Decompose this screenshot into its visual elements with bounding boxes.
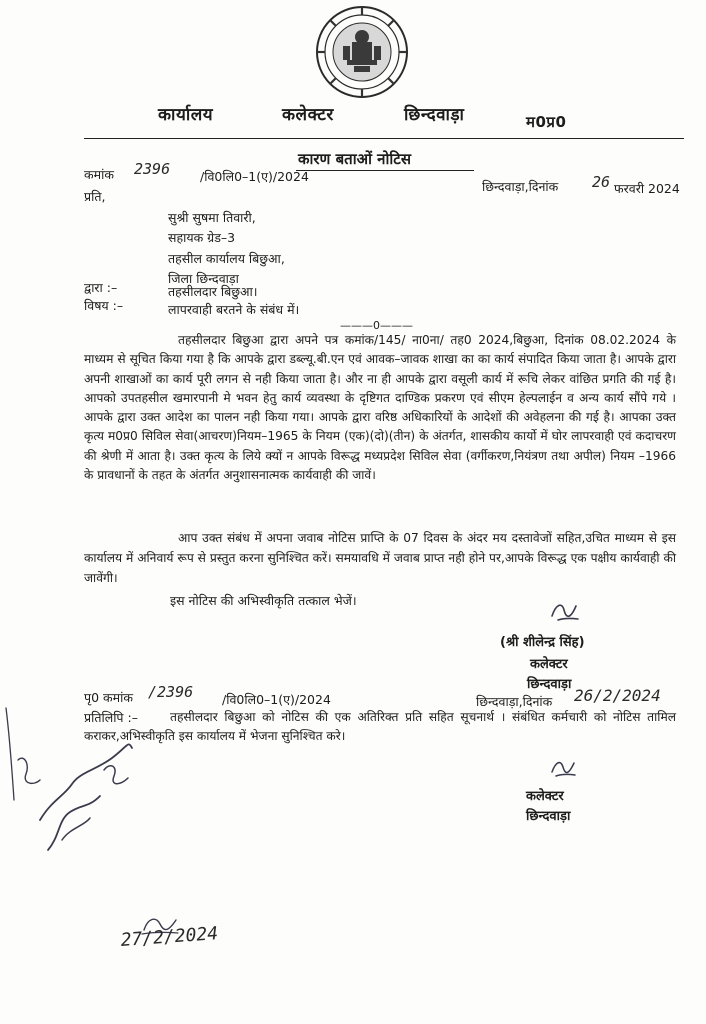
header-district: छिन्दवाड़ा (404, 105, 465, 125)
copy-text: तहसीलदार बिछुआ को नोटिस की एक अतिरिक्त प्रति सहित सूचनार्थ । संबंधित कर्मचारी को नोटिस तामिल कराकर,अभिस्वीकृति इस कार्यालय में भेजना सुनिश्चित करे। (84, 710, 676, 743)
acknowledgement-line: इस नोटिस की अभिस्वीकृति तत्काल भेजें। (170, 593, 357, 608)
endorsement-date-prefix: छिन्दवाड़ा,दिनांक (476, 694, 553, 709)
handwritten-margin-note-icon (0, 700, 150, 860)
signatory-place: छिन्दवाड़ा (527, 677, 572, 692)
to-label: प्रति, (84, 189, 106, 204)
addressee-line-3: तहसील कार्यालय बिछुआ, (168, 251, 285, 266)
reference-number-handwritten: 2396 (134, 160, 171, 178)
addressee-line-4: जिला छिन्दवाड़ा (168, 271, 239, 286)
header-collector: कलेक्टर (282, 105, 334, 125)
signature-icon-2 (548, 756, 578, 782)
endorsement-suffix: /वि0लि0–1(ए)/2024 (222, 692, 331, 707)
signatory-name: (श्री शीलेन्द्र सिंह) (500, 635, 585, 650)
reference-date-suffix: फरवरी 2024 (614, 181, 680, 196)
signatory-2-place: छिन्दवाड़ा (526, 809, 571, 824)
through-value: तहसीलदार बिछुआ। (168, 284, 258, 299)
header-underline (84, 138, 684, 139)
notice-title: कारण बताओं नोटिस (298, 150, 411, 168)
body-paragraph-1: तहसीलदार बिछुआ द्वारा अपने पत्र कमांक/145/ ना0ना/ तह0 2024,बिछुआ, दिनांक 08.02.2024 के माध्यम से सूचित किया गया है कि आपके द्वारा डब्ल्यू.बी.एन एवं आवक–जावक शाखा का का कार्य संपादित किया जाता है। आपके द्वारा अपनी शाखाओं का कार्य पूरी लगन से नही किया जाता है। और ना ही आपके द्वारा वसूली कार्य में रूचि लेकर वांछित प्रगति की गई है। आपको उपतहसील खमारपानी मे भवन हेतु कार्य व्यवस्था के दृष्टिगत दाण्डिक प्रकरण एवं सीएम हेल्पलाईन व अन्य कार्य सौंपे गये । आपके द्वारा उक्त आदेश का पालन नही किया गया। आपके द्वारा वरिष्ठ अधिकारियों के आदेशों की अवेहलना की गई है। आपका उक्त कृत्य म0प्र0 सिविल सेवा(आचरण)नियम–1965 के नियम (एक)(दो)(तीन) के अंतर्गत, शासकीय कार्यो में घोर लापरवाही एवं कदाचरण की श्रेणी में आता है। उक्त कृत्य के लिये क्यों न आपके विरूद्ध मध्यप्रदेश सिविल सेवा (वर्गीकरण,नियंत्रण तथा अपील) नियम –1966 के प्रावधानों के तहत के अंतर्गत अनुशासनात्मक कार्यवाही की जावें। (84, 333, 676, 483)
endorsement-number-handwritten: /2396 (148, 683, 194, 701)
copy-label: प्रतिलिपि :– (84, 710, 138, 725)
addressee-line-1: सुश्री सुषमा तिवारी, (168, 210, 256, 225)
reference-date-handwritten: 26 (592, 173, 611, 191)
addressee-line-2: सहायक ग्रेड–3 (168, 230, 236, 245)
signatory-designation: कलेक्टर (530, 657, 568, 672)
separator: ———0——— (340, 319, 413, 332)
title-underline (296, 170, 474, 171)
subject-value: लापरवाही बरतने के संबंध में। (168, 302, 300, 317)
reference-suffix: /वि0लि0–1(ए)/2024 (200, 169, 309, 184)
header-state: म0प्र0 (526, 113, 567, 131)
through-label: द्वारा :– (84, 280, 118, 295)
endorsement-prefix: पृ0 कमांक (84, 690, 133, 705)
government-seal-icon (314, 4, 410, 100)
signature-icon (548, 598, 582, 626)
signatory-2-designation: कलेक्टर (526, 789, 564, 804)
reference-prefix: कमांक (84, 167, 114, 182)
subject-label: विषय :– (84, 298, 124, 313)
handwritten-receipt-date: 27/2/2024 (120, 923, 219, 951)
body-paragraph-2: आप उक्त संबंध में अपना जवाब नोटिस प्राप्ति के 07 दिवस के अंदर मय दस्तावेजों सहित,उचित माध्यम से इस कार्यालय में अनिवार्य रूप से प्रस्तुत करना सुनिश्चित करें। समयावधि में जवाब प्राप्त नही होने पर,आपके विरूद्ध एक पक्षीय कार्यवाही की जावेंगी। (84, 531, 676, 585)
reference-date-prefix: छिन्दवाड़ा,दिनांक (482, 179, 559, 194)
endorsement-date-handwritten: 26/2/2024 (574, 686, 661, 705)
header-office: कार्यालय (158, 105, 214, 125)
